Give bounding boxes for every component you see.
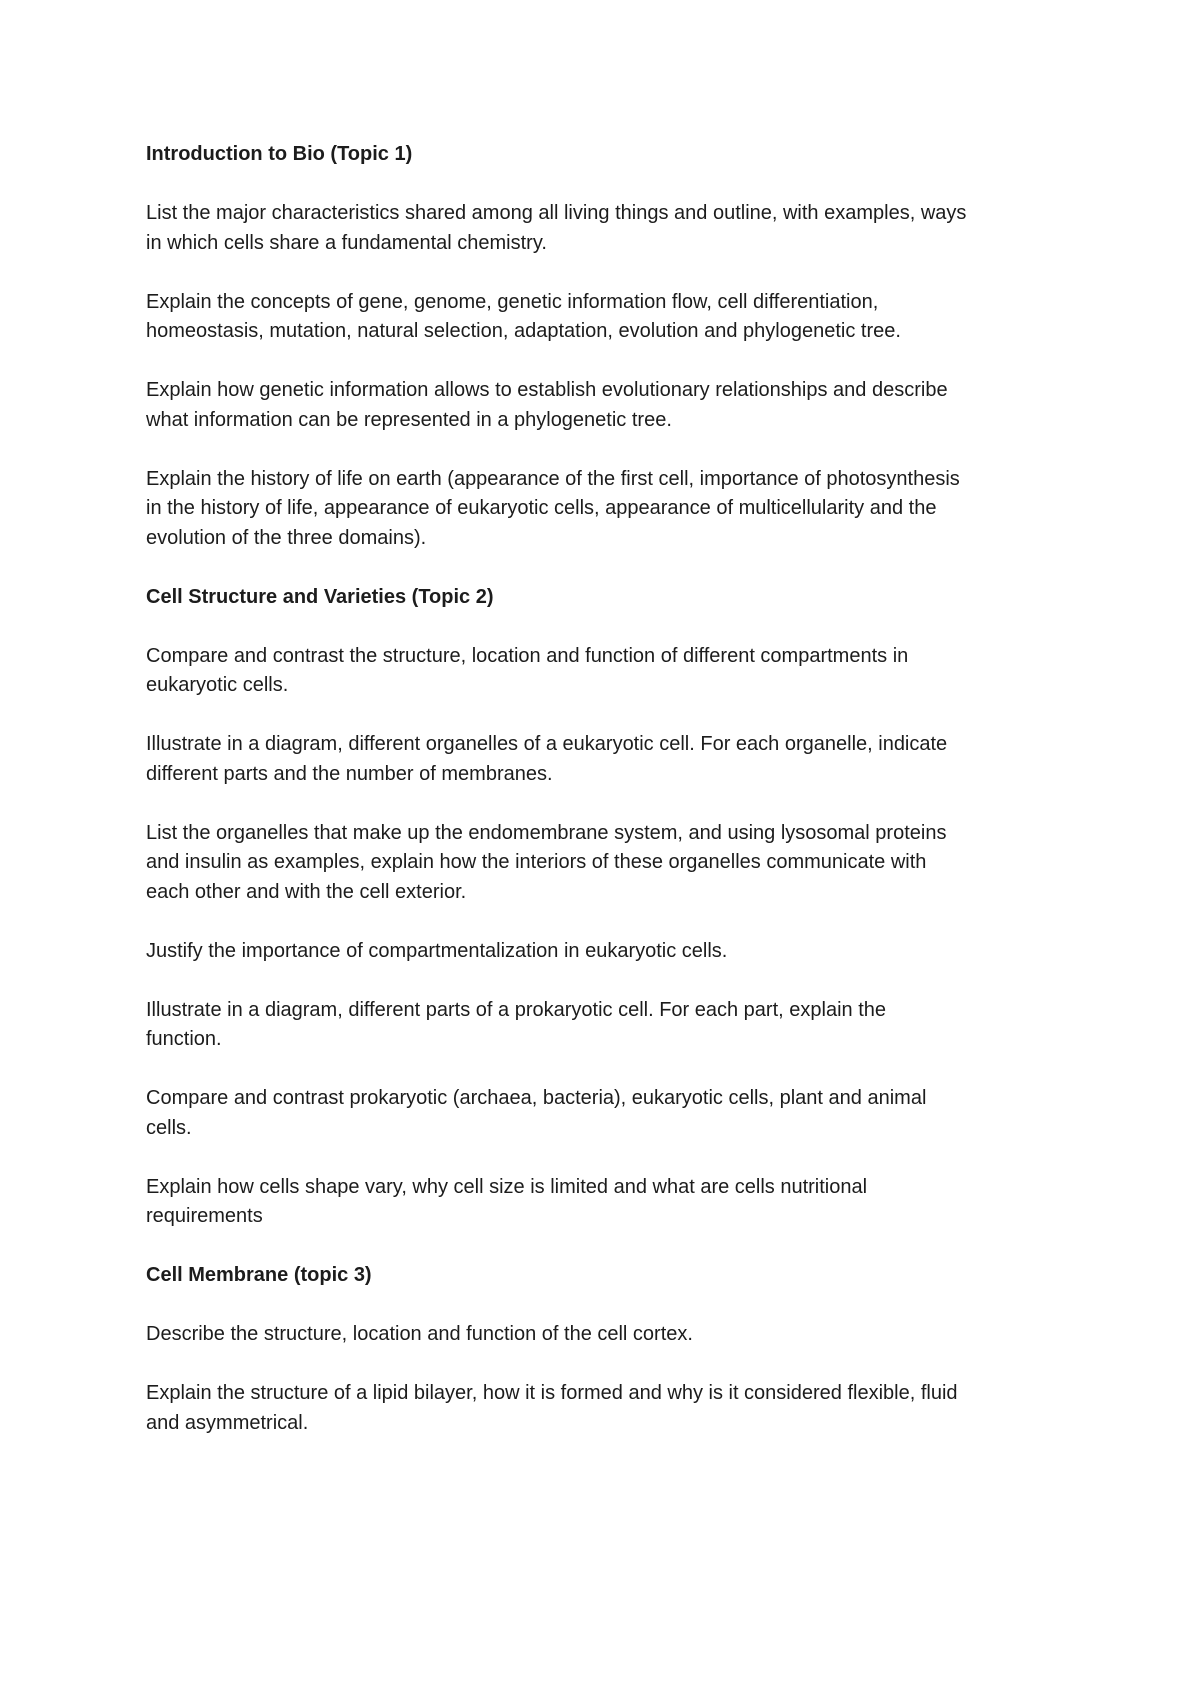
paragraph: Explain how cells shape vary, why cell size is limited and what are cells nutritional requirements — [146, 1175, 868, 1227]
paragraph: Explain how genetic information allows to establish evolutionary relationships and describe what information can be represented in a phylogenetic tree. — [146, 379, 948, 431]
paragraph: List the major characteristics shared among all living things and outline, with examples, ways in which cells share a fundamental chemistry. — [146, 202, 967, 254]
section-heading-topic-3: Cell Membrane (topic 3) — [146, 1264, 372, 1286]
paragraph: Explain the history of life on earth (appearance of the first cell, importance of photosynthesis in the history of life, appearance of eukaryotic cells, appearance of multicellularity and the evolution of the three domains). — [146, 467, 960, 549]
paragraph: Illustrate in a diagram, different parts of a prokaryotic cell. For each part, explain the function. — [146, 998, 886, 1050]
paragraph: Compare and contrast prokaryotic (archaea, bacteria), eukaryotic cells, plant and animal cells. — [146, 1087, 927, 1139]
paragraph: List the organelles that make up the endomembrane system, and using lysosomal proteins and insulin as examples, explain how the interiors of these organelles communicate with each other and with the cell exterior. — [146, 821, 947, 903]
section-heading-topic-1: Introduction to Bio (Topic 1) — [146, 143, 413, 165]
paragraph: Illustrate in a diagram, different organelles of a eukaryotic cell. For each organelle, indicate different parts and the number of membranes. — [146, 733, 948, 785]
paragraph: Justify the importance of compartmentalization in eukaryotic cells. — [146, 939, 728, 962]
document-page — [146, 140, 1076, 1468]
paragraph: Describe the structure, location and function of the cell cortex. — [146, 1323, 693, 1345]
paragraph: Explain the concepts of gene, genome, genetic information flow, cell differentiation, homeostasis, mutation, natural selection, adaptation, evolution and phylogenetic tree. — [146, 290, 901, 342]
paragraph: Explain the structure of a lipid bilayer, how it is formed and why is it considered flexible, fluid and asymmetrical. — [146, 1382, 958, 1434]
paragraph: Compare and contrast the structure, location and function of different compartments in eukaryotic cells. — [146, 644, 909, 696]
section-heading-topic-2: Cell Structure and Varieties (Topic 2) — [146, 585, 494, 608]
